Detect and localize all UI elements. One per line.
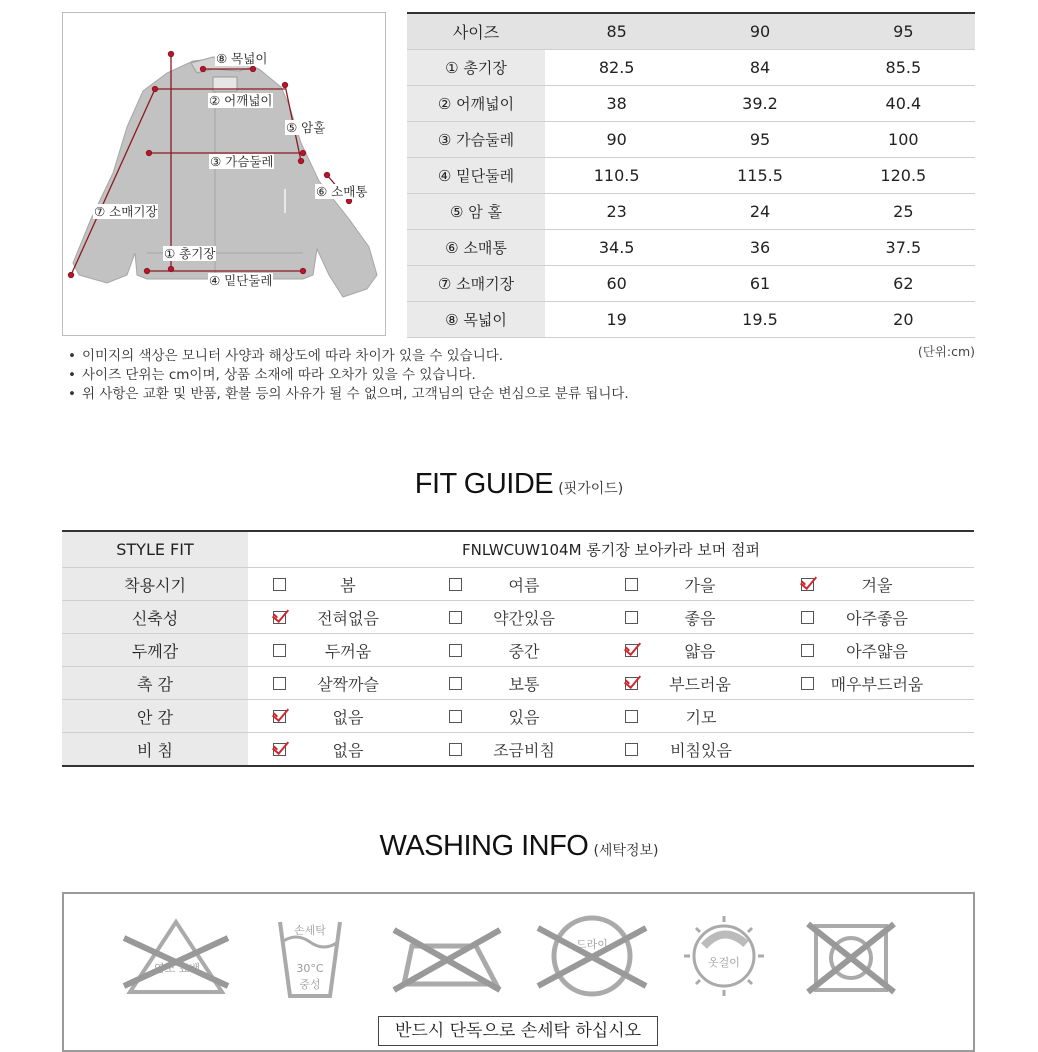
- checkbox-icon: [801, 644, 814, 657]
- fit-option: [600, 606, 776, 629]
- size-row-label: ② 어깨넓이: [407, 86, 545, 122]
- size-value-cell: 25: [832, 194, 975, 230]
- fit-option: [424, 672, 600, 695]
- checkbox-icon: [449, 611, 462, 624]
- size-value-cell: 38: [545, 86, 688, 122]
- size-value-cell: 40.4: [832, 86, 975, 122]
- washing-heading: [0, 830, 1038, 863]
- fit-row-label: 안 감: [62, 700, 248, 733]
- fit-guide-table: [62, 530, 974, 767]
- fit-option-label: 살짝까슬: [317, 674, 379, 694]
- fit-row: [62, 568, 974, 601]
- label-sleeve-length: ⑦ 소매기장: [94, 204, 158, 219]
- no-iron-icon: [394, 930, 500, 990]
- checkbox-icon: [625, 611, 638, 624]
- size-row: [407, 158, 975, 194]
- size-row: [407, 122, 975, 158]
- checked-checkbox-icon: [273, 710, 286, 723]
- fit-row-label: 착용시기: [62, 568, 248, 601]
- fit-option-label: 부드러움: [669, 674, 731, 694]
- checked-checkbox-icon: [625, 677, 638, 690]
- size-value-cell: 23: [545, 194, 688, 230]
- size-header-cell: 85: [545, 13, 688, 50]
- fit-row-label: 두께감: [62, 634, 248, 667]
- fit-option: [248, 738, 424, 761]
- fit-row: [62, 601, 974, 634]
- fit-option: [248, 705, 424, 728]
- fit-option: [600, 573, 776, 596]
- checked-checkbox-icon: [625, 644, 638, 657]
- fit-options: [248, 672, 974, 695]
- no-dry-clean-icon: [538, 918, 646, 994]
- fit-option: [248, 639, 424, 662]
- size-header-cell: 90: [688, 13, 831, 50]
- no-bleach-icon: [124, 922, 228, 992]
- fit-option: [248, 672, 424, 695]
- fit-option: [600, 639, 776, 662]
- size-value-cell: 115.5: [688, 158, 831, 194]
- fit-option: [776, 672, 954, 695]
- fit-options: [248, 573, 974, 596]
- fit-option-label: 약간있음: [493, 608, 555, 628]
- checkbox-icon: [273, 644, 286, 657]
- size-header-cell: 95: [832, 13, 975, 50]
- size-row: [407, 86, 975, 122]
- fit-option-label: 두꺼움: [324, 641, 372, 661]
- fit-row: [62, 667, 974, 700]
- fit-option-label: 전혀없음: [317, 608, 379, 628]
- fit-option: [600, 672, 776, 695]
- hand-wash-icon: [280, 922, 340, 996]
- label-sleeve-width: ⑥ 소매통: [316, 184, 368, 199]
- fit-options-cell: [248, 601, 974, 634]
- checkbox-icon: [625, 578, 638, 591]
- fit-option-label: 여름: [508, 575, 540, 595]
- fit-option-label: 중간: [508, 641, 540, 661]
- size-row-label: ③ 가슴둘레: [407, 122, 545, 158]
- fit-guide-subtitle: (핏가이드): [558, 481, 624, 497]
- checkbox-icon: [449, 644, 462, 657]
- fit-options: [248, 705, 974, 728]
- size-value-cell: 37.5: [832, 230, 975, 266]
- fit-options: [248, 606, 974, 629]
- fit-row: [62, 634, 974, 667]
- size-value-cell: 82.5: [545, 50, 688, 86]
- fit-option-label: 얇음: [684, 641, 716, 661]
- fit-option-label: 기모: [685, 707, 717, 727]
- label-neck: ⑧ 목넓이: [216, 51, 268, 66]
- fit-options: [248, 738, 974, 761]
- fit-option: [776, 639, 954, 662]
- size-row: [407, 302, 975, 338]
- fit-option: [776, 573, 954, 596]
- fit-option-label: 좋음: [684, 608, 716, 628]
- fit-guide-title: FIT GUIDE: [414, 468, 554, 500]
- size-value-cell: 34.5: [545, 230, 688, 266]
- size-table: [407, 12, 975, 338]
- hang-dry-icon: [684, 916, 764, 996]
- fit-options-cell: [248, 568, 974, 601]
- fit-guide-heading: [0, 468, 1038, 501]
- fit-option-label: 아주좋음: [846, 608, 908, 628]
- fit-option: [424, 639, 600, 662]
- size-value-cell: 24: [688, 194, 831, 230]
- size-row: [407, 266, 975, 302]
- washing-subtitle: (세탁정보): [593, 843, 659, 859]
- size-value-cell: 19: [545, 302, 688, 338]
- hang-dry-label: 옷걸이: [708, 956, 740, 969]
- size-value-cell: 95: [688, 122, 831, 158]
- size-value-cell: 36: [688, 230, 831, 266]
- checked-checkbox-icon: [801, 578, 814, 591]
- size-row: [407, 50, 975, 86]
- size-row-label: ⑦ 소매기장: [407, 266, 545, 302]
- note-item: • 이미지의 색상은 모니터 사양과 해상도에 따라 차이가 있을 수 있습니다.: [68, 348, 504, 364]
- fit-option: [776, 606, 954, 629]
- checkbox-icon: [273, 677, 286, 690]
- hand-wash-label: 손세탁: [294, 924, 326, 937]
- fit-option: [424, 738, 600, 761]
- note-item: • 위 사항은 교환 및 반품, 환불 등의 사유가 될 수 없으며, 고객님의 단순 변심으로 분류 됩니다.: [68, 386, 629, 402]
- fit-option-label: 겨울: [861, 575, 893, 595]
- size-value-cell: 62: [832, 266, 975, 302]
- fit-row: [62, 733, 974, 767]
- fit-option: [600, 705, 778, 728]
- size-header-label: 사이즈: [407, 13, 545, 50]
- size-value-cell: 61: [688, 266, 831, 302]
- fit-options-cell: [248, 700, 974, 733]
- fit-option-label: 아주얇음: [846, 641, 908, 661]
- size-row: [407, 230, 975, 266]
- checkbox-icon: [273, 578, 286, 591]
- fit-row-label: 신축성: [62, 601, 248, 634]
- fit-option-label: 매우부드러움: [830, 674, 924, 694]
- size-diagram: [62, 12, 386, 336]
- label-chest: ③ 가슴둘레: [210, 154, 274, 169]
- fit-option: [424, 705, 600, 728]
- fit-option: [424, 606, 600, 629]
- label-hem: ④ 밑단둘레: [209, 273, 273, 288]
- size-value-cell: 84: [688, 50, 831, 86]
- label-shoulder: ② 어깨넓이: [209, 93, 273, 108]
- label-armhole: ⑤ 암홀: [286, 120, 326, 135]
- washing-title: WASHING INFO: [379, 830, 589, 862]
- checkbox-icon: [801, 611, 814, 624]
- note-item: • 사이즈 단위는 cm이며, 상품 소재에 따라 오차가 있을 수 있습니다.: [68, 367, 476, 383]
- fit-option: [424, 573, 600, 596]
- fit-option-label: 봄: [340, 575, 356, 595]
- size-value-cell: 20: [832, 302, 975, 338]
- fit-options: [248, 639, 974, 662]
- fit-option: [600, 738, 778, 761]
- size-row-label: ⑧ 목넓이: [407, 302, 545, 338]
- size-row-label: ① 총기장: [407, 50, 545, 86]
- checkbox-icon: [449, 578, 462, 591]
- fit-option-label: 비침있음: [670, 740, 732, 760]
- checked-checkbox-icon: [273, 743, 286, 756]
- no-bleach-label: 염소 표백: [153, 962, 201, 975]
- size-row: [407, 194, 975, 230]
- unit-label: (단위:cm): [917, 344, 975, 359]
- style-fit-row: [62, 531, 974, 568]
- fit-options-cell: [248, 667, 974, 700]
- size-row-label: ⑤ 암 홀: [407, 194, 545, 230]
- checkbox-icon: [625, 710, 638, 723]
- checked-checkbox-icon: [273, 611, 286, 624]
- fit-option-label: 보통: [508, 674, 540, 694]
- size-header-row: [407, 13, 975, 50]
- size-value-cell: 110.5: [545, 158, 688, 194]
- fit-row: [62, 700, 974, 733]
- washing-notice: 반드시 단독으로 손세탁 하십시오: [378, 1016, 658, 1046]
- fit-option-label: 없음: [332, 740, 364, 760]
- size-value-cell: 90: [545, 122, 688, 158]
- label-total-length: ① 총기장: [164, 246, 216, 261]
- size-value-cell: 60: [545, 266, 688, 302]
- style-fit-label: STYLE FIT: [62, 531, 248, 568]
- size-value-cell: 85.5: [832, 50, 975, 86]
- size-value-cell: 100: [832, 122, 975, 158]
- size-row-label: ⑥ 소매통: [407, 230, 545, 266]
- hand-wash-detergent: 중성: [299, 978, 321, 991]
- fit-option: [248, 573, 424, 596]
- checkbox-icon: [449, 710, 462, 723]
- product-name: FNLWCUW104M 롱기장 보아카라 보머 점퍼: [248, 531, 974, 568]
- fit-option: [248, 606, 424, 629]
- fit-row-label: 촉 감: [62, 667, 248, 700]
- fit-option-label: 조금비침: [493, 740, 555, 760]
- checkbox-icon: [449, 677, 462, 690]
- fit-row-label: 비 침: [62, 733, 248, 767]
- checkbox-icon: [801, 677, 814, 690]
- size-value-cell: 19.5: [688, 302, 831, 338]
- size-value-cell: 39.2: [688, 86, 831, 122]
- dry-clean-label: 드라이: [576, 938, 608, 951]
- size-value-cell: 120.5: [832, 158, 975, 194]
- fit-option-label: 있음: [508, 707, 540, 727]
- checkbox-icon: [625, 743, 638, 756]
- fit-option-label: 없음: [332, 707, 364, 727]
- size-row-label: ④ 밑단둘레: [407, 158, 545, 194]
- no-tumble-dry-icon: [808, 924, 894, 992]
- checkbox-icon: [449, 743, 462, 756]
- hand-wash-temp: 30°C: [296, 962, 324, 975]
- fit-option-label: 가을: [684, 575, 716, 595]
- size-notes: [68, 347, 629, 404]
- fit-options-cell: [248, 634, 974, 667]
- fit-options-cell: [248, 733, 974, 767]
